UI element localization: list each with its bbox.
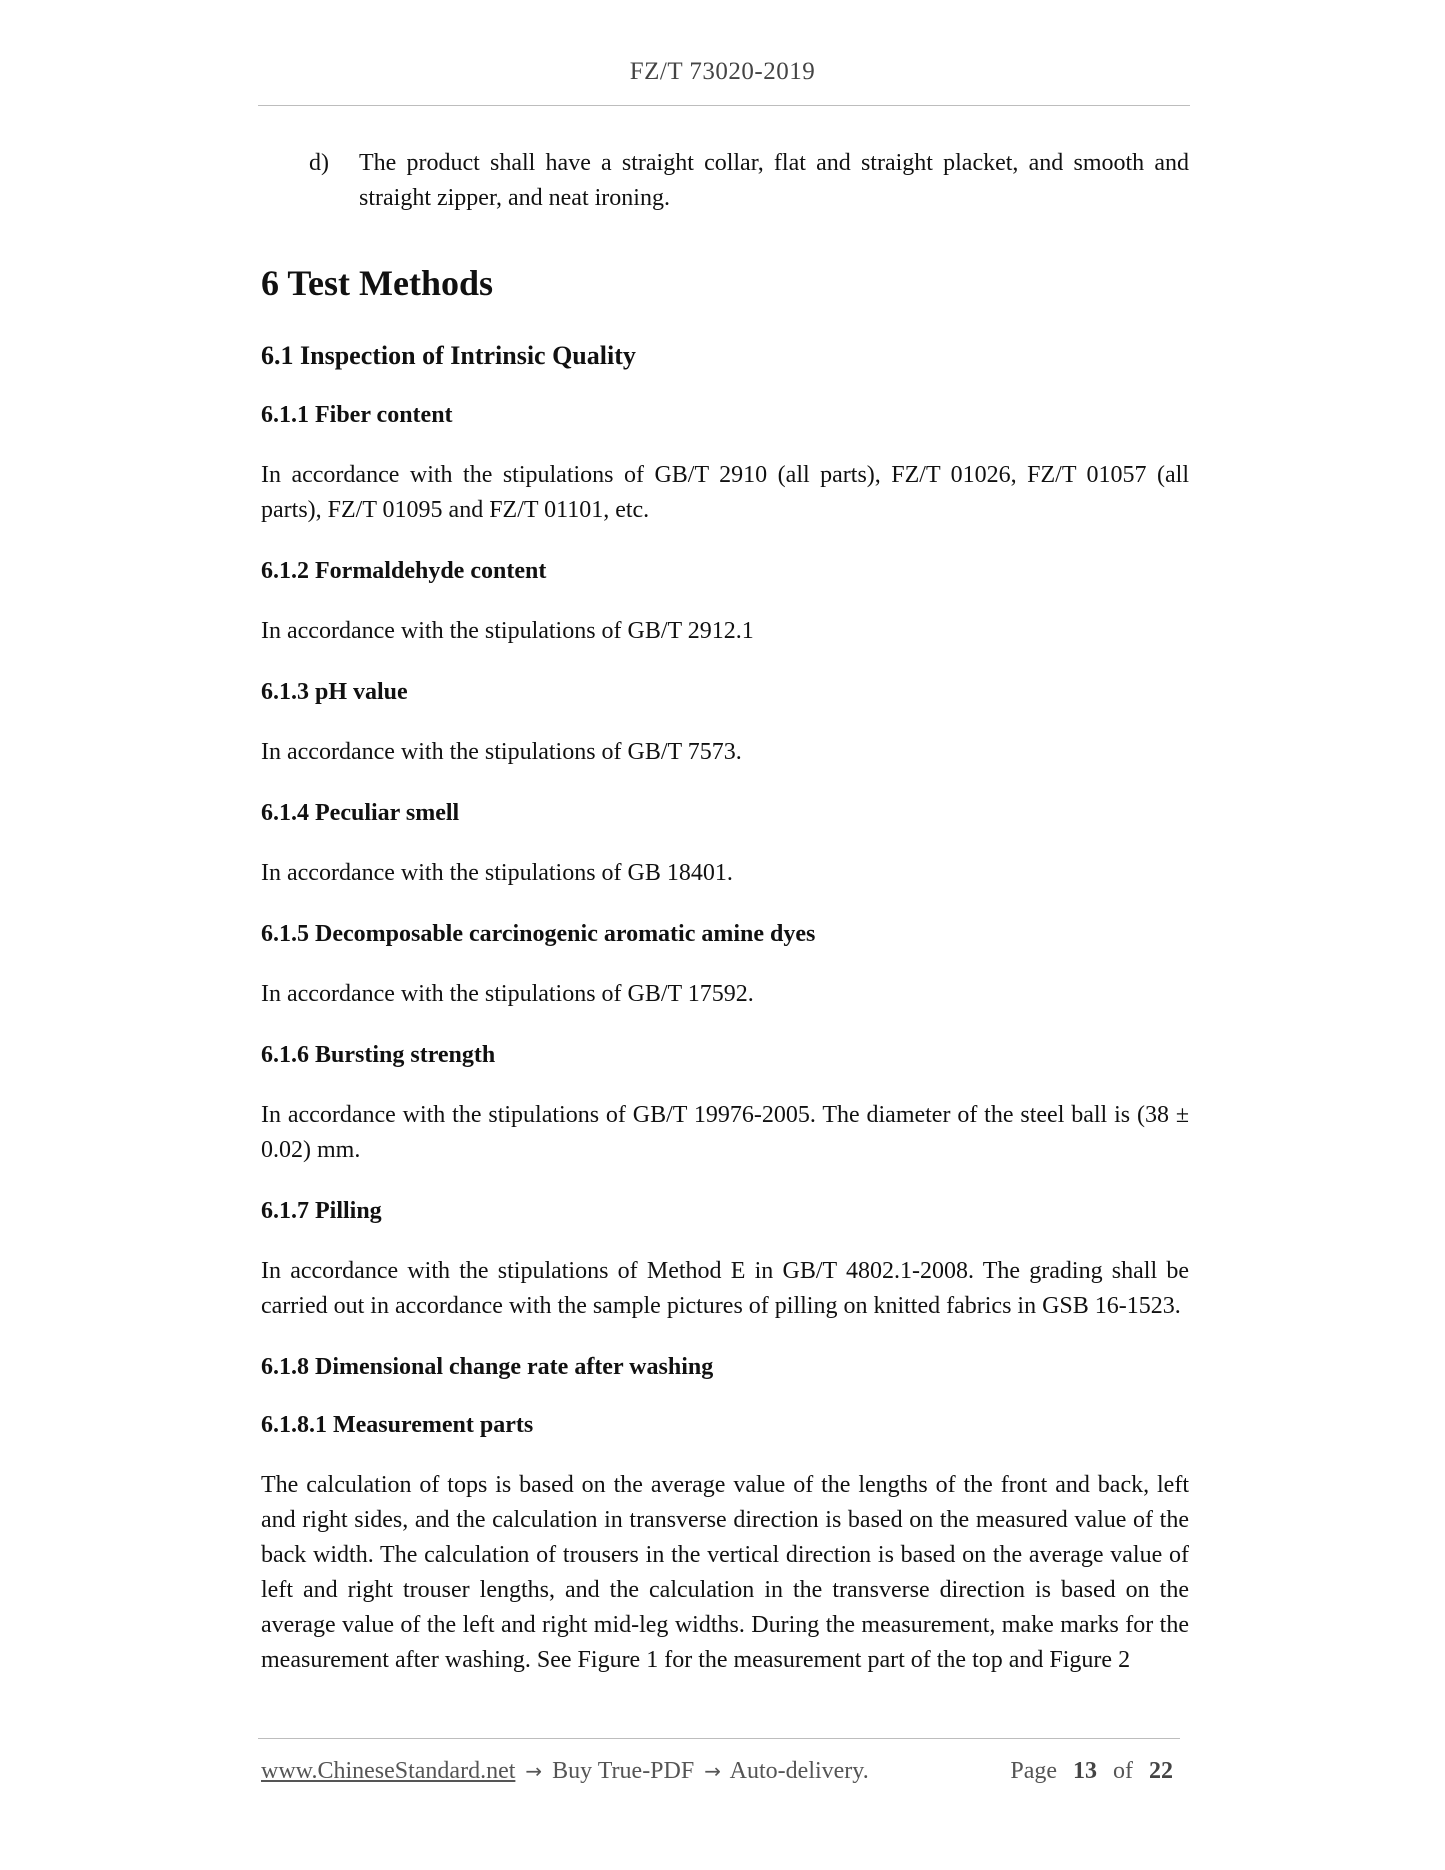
footer <box>261 1758 1179 1785</box>
page-content <box>261 146 1189 1678</box>
auto-delivery-text: Auto-delivery. <box>729 1758 869 1784</box>
page-indicator <box>1010 1758 1179 1785</box>
header-divider <box>258 105 1190 106</box>
buy-pdf-text: Buy True-PDF <box>552 1758 695 1784</box>
footer-left <box>261 1758 869 1785</box>
page-label: Page <box>1010 1758 1057 1784</box>
heading-6-1-6: 6.1.6 Bursting strength <box>261 1042 496 1068</box>
arrow-right-icon: → <box>525 1759 543 1783</box>
list-item-d <box>261 146 1189 216</box>
section-6-title: 6 Test Methods <box>261 263 494 303</box>
page-total: 22 <box>1149 1758 1173 1784</box>
page-current: 13 <box>1073 1758 1097 1784</box>
footer-divider <box>258 1738 1180 1739</box>
paragraph-6-1-1: In accordance with the stipulations of GB/T 2910 (all parts), FZ/T 01026, FZ/T 01057 (all parts), FZ/T 01095 and FZ/T 01101, etc. <box>261 462 1189 523</box>
arrow-right-icon: → <box>704 1759 721 1783</box>
paragraph-6-1-8-1: The calculation of tops is based on the average value of the lengths of the front and back, left and right sides, and the calculation in transverse direction is based on the measured value of the back width. The calculation of trousers in the vertical direction is based on the average value of left and right trouser lengths, and the calculation in the transverse direction is based on the average value of the left and right mid-leg widths. During the measurement, make marks for the measurement after washing. See Figure 1 for the measurement part of the top and Figure 2 <box>261 1472 1189 1673</box>
heading-6-1-8-1: 6.1.8.1 Measurement parts <box>261 1412 534 1438</box>
list-text: The product shall have a straight collar, flat and straight placket, and smooth and straight zipper, and neat ironing. <box>359 150 1189 211</box>
paragraph-6-1-5: In accordance with the stipulations of GB/T 17592. <box>261 981 754 1007</box>
paragraph-6-1-4: In accordance with the stipulations of GB 18401. <box>261 860 733 886</box>
paragraph-6-1-7: In accordance with the stipulations of Method E in GB/T 4802.1-2008. The grading shall be carried out in accordance with the sample pictures of pilling on knitted fabrics in GSB 16-1523. <box>261 1258 1189 1319</box>
heading-6-1-8: 6.1.8 Dimensional change rate after washing <box>261 1354 714 1380</box>
heading-6-1-7: 6.1.7 Pilling <box>261 1198 382 1224</box>
heading-6-1-2: 6.1.2 Formaldehyde content <box>261 558 547 584</box>
paragraph-6-1-3: In accordance with the stipulations of GB/T 7573. <box>261 739 742 765</box>
list-marker: d) <box>309 150 329 176</box>
heading-6-1-4: 6.1.4 Peculiar smell <box>261 800 460 826</box>
site-link[interactable]: www.ChineseStandard.net <box>261 1758 516 1784</box>
section-6-1-title: 6.1 Inspection of Intrinsic Quality <box>261 341 636 370</box>
paragraph-6-1-2: In accordance with the stipulations of GB/T 2912.1 <box>261 618 754 644</box>
heading-6-1-3: 6.1.3 pH value <box>261 679 408 705</box>
heading-6-1-5: 6.1.5 Decomposable carcinogenic aromatic amine dyes <box>261 921 816 947</box>
paragraph-6-1-6: In accordance with the stipulations of GB/T 19976-2005. The diameter of the steel ball is (38 ± 0.02) mm. <box>261 1102 1189 1163</box>
page-of-label: of <box>1113 1758 1133 1784</box>
header-doc-code: FZ/T 73020-2019 <box>629 58 816 85</box>
heading-6-1-1: 6.1.1 Fiber content <box>261 402 453 428</box>
